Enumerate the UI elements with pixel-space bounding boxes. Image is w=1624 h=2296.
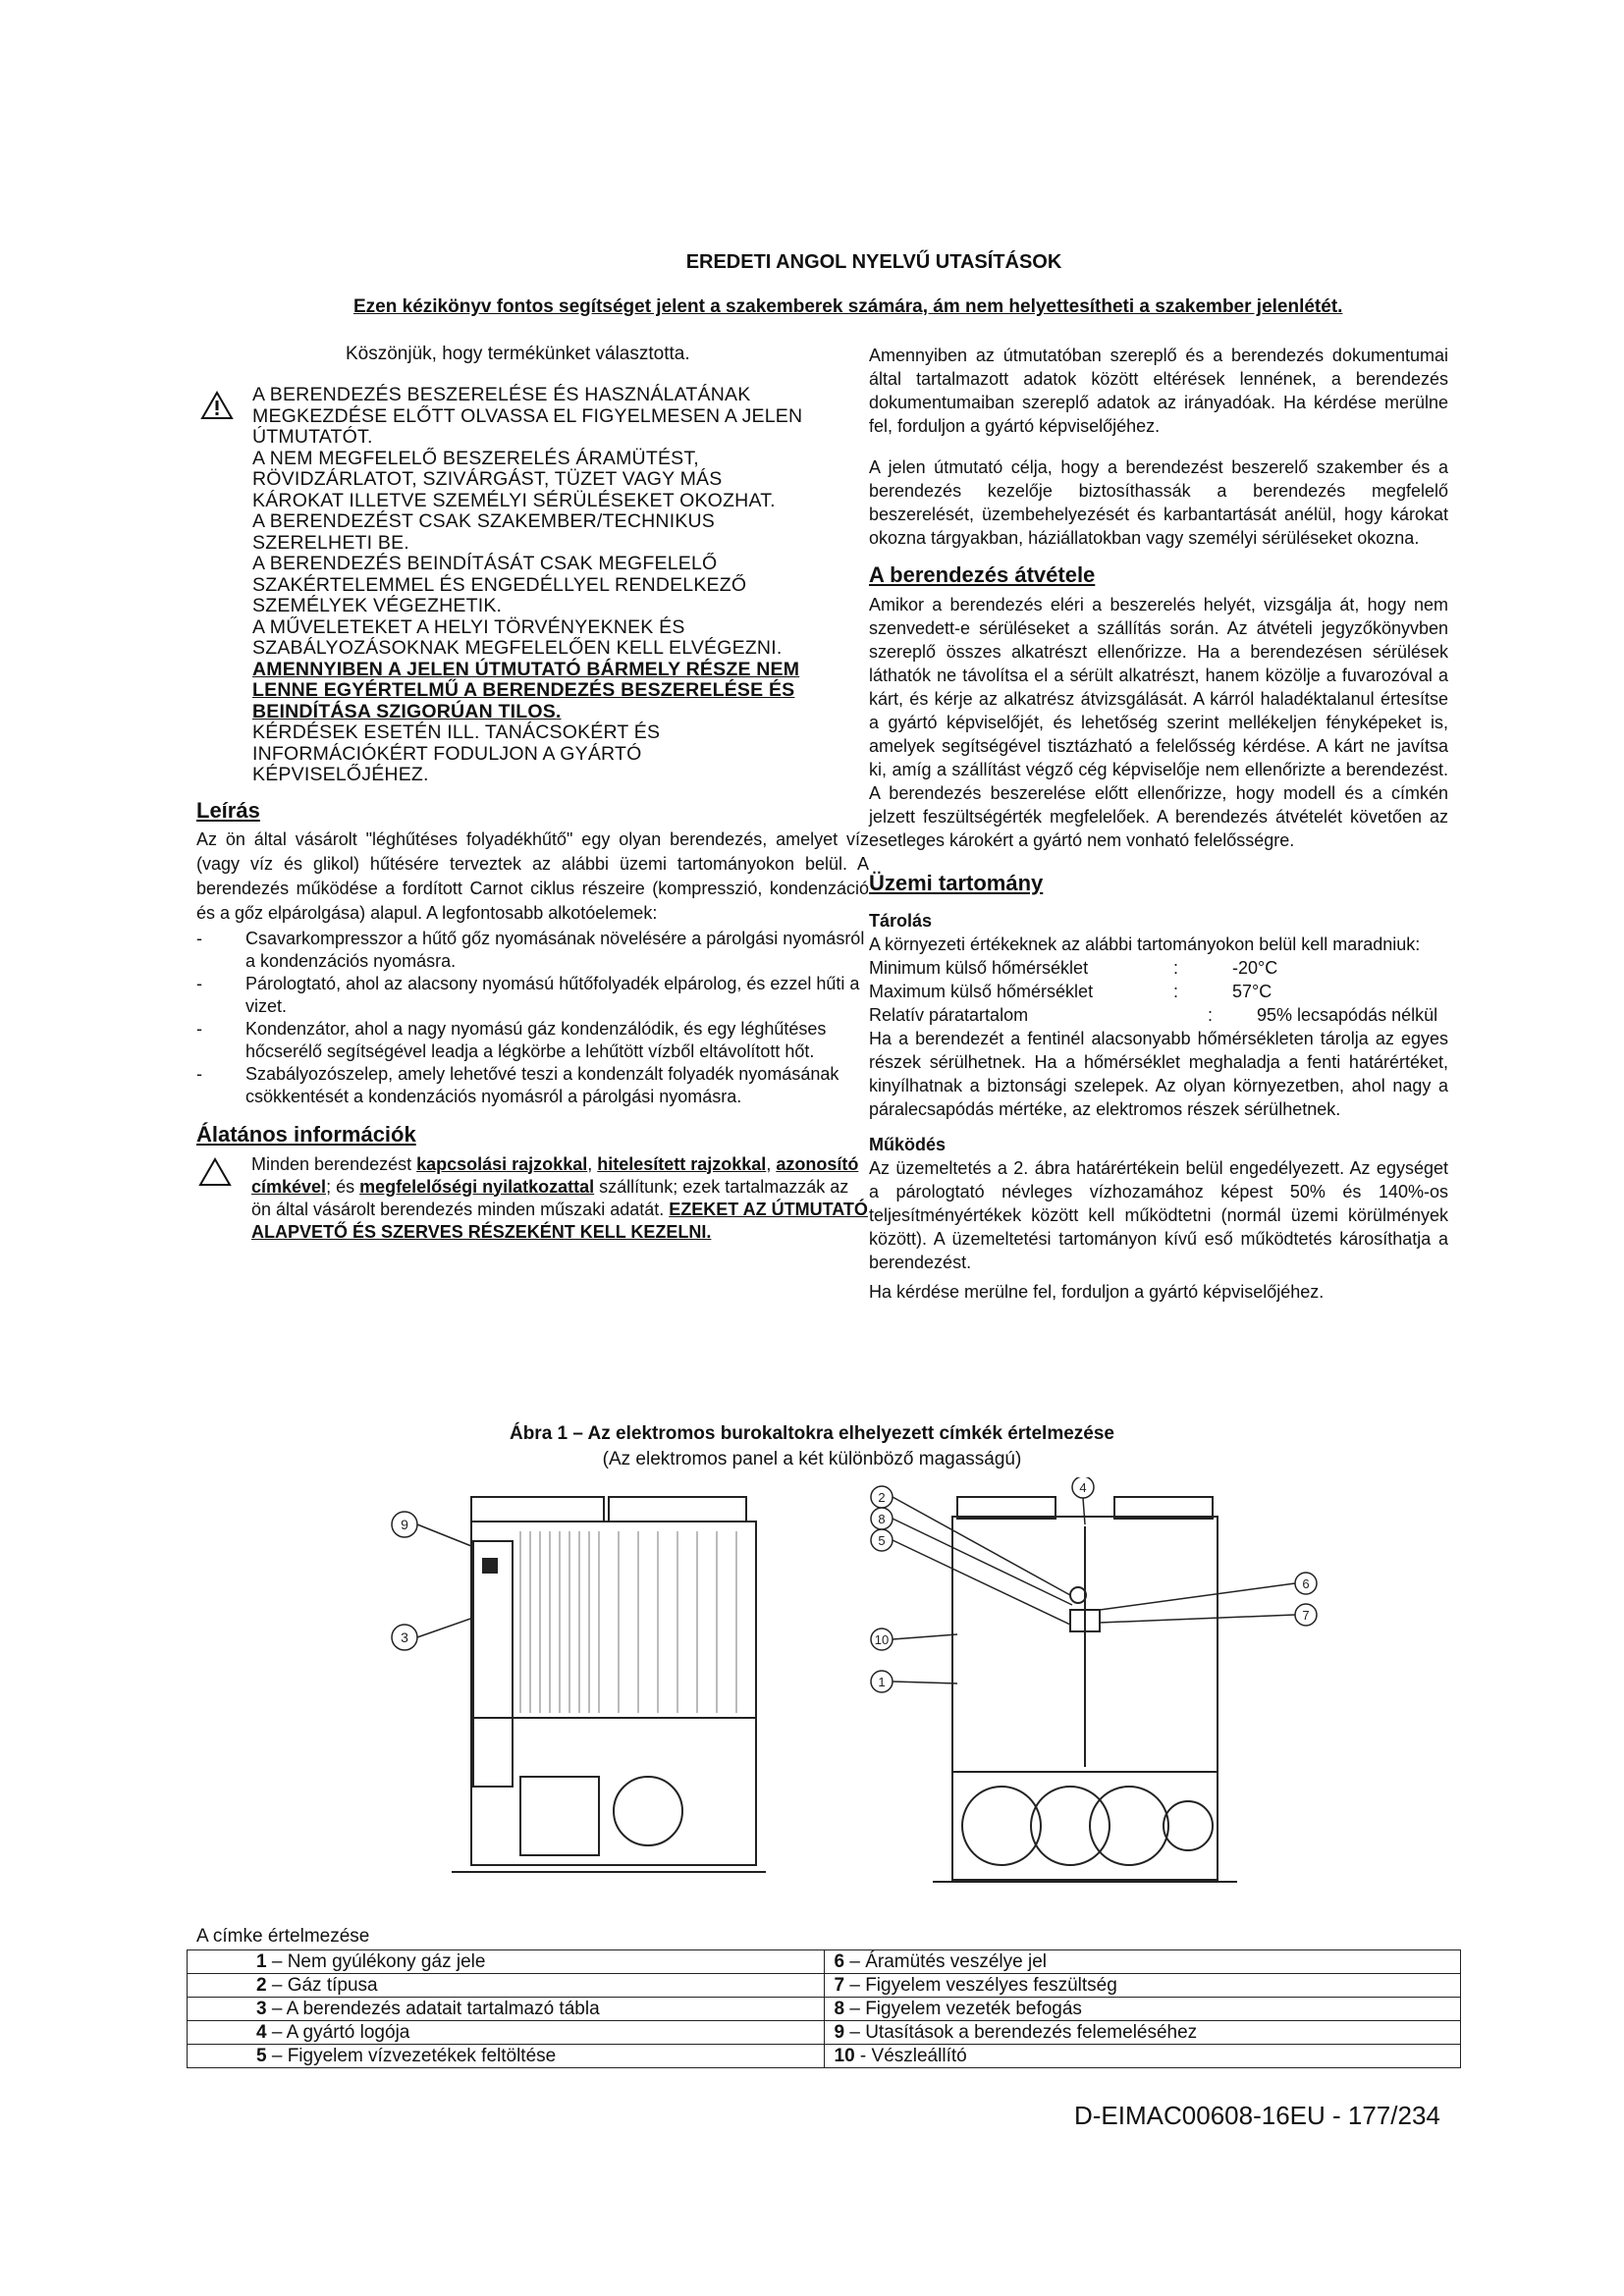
legend-cell bbox=[188, 2045, 825, 2068]
legend-cell bbox=[824, 2045, 1461, 2068]
warning-bold-text bbox=[252, 660, 869, 723]
callout-9: 9 bbox=[401, 1517, 408, 1532]
right-column bbox=[869, 344, 1448, 1304]
leiras-heading: Leírás bbox=[196, 797, 260, 823]
list-item: - Csavarkompresszor a hűtő gőz nyomásának növelésére a párolgási nyomásról a kondenzációs nyomásra. bbox=[196, 928, 869, 973]
warning-line: A BERENDEZÉST CSAK SZAKEMBER/TECHNIKUS bbox=[252, 510, 716, 532]
legend-cell bbox=[824, 1950, 1461, 1974]
legend-cell bbox=[824, 1998, 1461, 2021]
legend-text: – A gyártó logója bbox=[266, 2022, 410, 2043]
warning-bold-line: BEINDÍTÁSA SZIGORÚAN TILOS. bbox=[252, 700, 562, 722]
legend-text: – Utasítások a berendezés felemeléséhez bbox=[844, 2022, 1198, 2043]
general-info-heading: Álatános információk bbox=[196, 1121, 416, 1147]
legend-number: 7 bbox=[834, 1975, 845, 1996]
storage-row bbox=[869, 1003, 1448, 1027]
warning-bold-line: LENNE EGYÉRTELMŰ A BERENDEZÉS BESZERELÉSE ÉS bbox=[252, 679, 795, 701]
table-row bbox=[188, 1974, 1461, 1998]
certified-drawings-text: hitelesített rajzokkal bbox=[597, 1153, 767, 1174]
warning-line: SZAKÉRTELEMMEL ÉS ENGEDÉLLYEL RENDELKEZŐ bbox=[252, 573, 747, 596]
legend-table bbox=[187, 1949, 1461, 2068]
storage-sep: : bbox=[1208, 1005, 1214, 1025]
callout-8: 8 bbox=[878, 1512, 886, 1526]
legend-text: – Nem gyúlékony gáz jele bbox=[266, 1951, 486, 1972]
list-item: - Párologtató, ahol az alacsony nyomású hűtőfolyadék elpárolog, és ezzel hűti a vizet. bbox=[196, 973, 869, 1018]
component-list bbox=[196, 928, 869, 1108]
callout-4: 4 bbox=[1079, 1480, 1087, 1495]
callout-2: 2 bbox=[878, 1490, 886, 1505]
legend-text: – A berendezés adatait tartalmazó tábla bbox=[266, 1999, 600, 2019]
warning-line: ÚTMUTATÓT. bbox=[252, 426, 373, 448]
leiras-text: Az ön által vásárolt "léghűtéses folyadékhűtő" egy olyan berendezés, amelyet víz (vagy víz és glikol) hűtésére terveztek az alábbi üzemi tartományokon belül. A berendezés működése a fordított Carnot ciklus részeire (kompresszió, kondenzáció és a gőz elpárolgása) alapul. A legfontosabb alkotóelemek: bbox=[196, 828, 869, 923]
legend-number: 3 bbox=[256, 1999, 267, 2019]
legend-number: 2 bbox=[256, 1975, 267, 1996]
figure-subcaption: (Az elektromos panel a két különböző magasságú) bbox=[602, 1449, 1022, 1469]
operation-contact: Ha kérdése merülne fel, forduljon a gyártó képviselőjéhez. bbox=[869, 1282, 1325, 1302]
storage-row bbox=[869, 980, 1448, 1003]
document-id-footer: D-EIMAC00608-16EU - 177/234 bbox=[1074, 2101, 1440, 2130]
storage-value: -20°C bbox=[1232, 958, 1278, 978]
warning-bold-line: AMENNYIBEN A JELEN ÚTMUTATÓ BÁRMELY RÉSZE NEM bbox=[252, 658, 800, 680]
legend-cell bbox=[824, 2021, 1461, 2045]
storage-label: Minimum külső hőmérséklet bbox=[869, 958, 1089, 978]
storage-label: Relatív páratartalom bbox=[869, 1005, 1029, 1025]
declaration-text: megfelelőségi nyilatkozattal bbox=[359, 1176, 595, 1197]
unit-front-view-drawing bbox=[864, 1477, 1326, 1909]
callout-10: 10 bbox=[874, 1632, 890, 1647]
legend-cell bbox=[188, 1974, 825, 1998]
caution-icon bbox=[198, 1157, 232, 1187]
general-info-block bbox=[196, 1153, 869, 1244]
warning-line: SZABÁLYOZÁSOKNAK MEGFELELŐEN KELL ELVÉGEZNI. bbox=[252, 637, 783, 659]
left-column bbox=[196, 344, 869, 1244]
warning-line: SZERELHETI BE. bbox=[252, 531, 409, 554]
storage-heading: Tárolás bbox=[869, 911, 933, 931]
legend-cell bbox=[188, 1950, 825, 1974]
docs-precedence-text: Amennyiben az útmutatóban szereplő és a berendezés dokumentumai által tartalmazott adatok között eltérések lennének, a berendezés dokumentumaiban szereplő adatok az irányadóak. Ha kérdése merülne fel, forduljon a gyártó képviselőjéhez. bbox=[869, 346, 1448, 436]
separator-text: , bbox=[587, 1153, 598, 1174]
receipt-text: Amikor a berendezés eléri a beszerelés helyét, vizsgálja át, hogy nem szenvedett-e sérüléseket a szállítás során. Az átvételi jegyzőkönyvben szereplő összes alkatrészt ellenőrizze. Ha a berendezésen sérülések láthatók ne távolítsa el a sérült alkatrészt, hanem közölje a fuvarozóval a kárt, és kérje az alkatrész átvizsgálását. A kárról haladéktalanul értesítse a gyártó képviselőjét, és lehetőség szerint mellékeljen fényképeket is, amelyek segítségével tisztázható a felelősség kérdése. A kárt ne javítsa ki, amíg a szállítást végző cég képviselője nem ellenőrizte a berendezést. A berendezés beszerelése előtt ellenőrizze, hogy modell és a címkén jelzett feszültségérték megfelelőek. A berendezés átvételét követően az esetleges károkért a gyártó nem vonható felelősségre. bbox=[869, 595, 1448, 850]
warning-tail-line: KÉPVISELŐJÉHEZ. bbox=[252, 764, 429, 785]
list-item: - Szabályozószelep, amely lehetővé teszi a kondenzált folyadék nyomásának csökkentését a kondenzációs nyomásról a párolgási nyomásra. bbox=[196, 1063, 869, 1108]
legend-number: 6 bbox=[834, 1951, 845, 1972]
operation-heading: Működés bbox=[869, 1135, 947, 1154]
list-item: - Kondenzátor, ahol a nagy nyomású gáz kondenzálódik, és egy léghűtéses hőcserélő segítségével leadja a légkörbe a lehűtött vízből eltávolított hőt. bbox=[196, 1018, 869, 1063]
unit-side-view-drawing bbox=[383, 1492, 776, 1904]
storage-value: 57°C bbox=[1232, 982, 1272, 1001]
callout-3: 3 bbox=[401, 1629, 408, 1645]
legend-cell bbox=[188, 2021, 825, 2045]
legend-cell bbox=[188, 1998, 825, 2021]
warning-text bbox=[252, 385, 869, 660]
warning-icon bbox=[200, 391, 234, 420]
storage-value: 95% lecsapódás nélkül bbox=[1257, 1005, 1438, 1025]
operating-range-heading: Üzemi tartomány bbox=[869, 871, 1044, 895]
storage-row bbox=[869, 956, 1448, 980]
legend-text: - Vészleállító bbox=[854, 2046, 967, 2066]
warning-tail-line: INFORMÁCIÓKÉRT FODULJON A GYÁRTÓ bbox=[252, 742, 642, 765]
legend-text: – Áramütés veszélye jel bbox=[844, 1951, 1047, 1972]
table-row bbox=[188, 2021, 1461, 2045]
warning-tail-text bbox=[252, 722, 869, 786]
legend-cell bbox=[824, 1974, 1461, 1998]
purpose-text: A jelen útmutató célja, hogy a berendezést beszerelő szakember és a berendezés kezelője biztosíthassák a berendezés megfelelő beszerelését, üzembehelyezését és karbantartását anélül, hogy károkat okozna tárgyakban, háziállatokban vagy személyi sérüléseket okozna. bbox=[869, 457, 1448, 548]
storage-sep: : bbox=[1173, 982, 1179, 1001]
warning-block bbox=[196, 385, 869, 786]
warning-line: A MŰVELETEKET A HELYI TÖRVÉNYEKNEK ÉS bbox=[252, 615, 685, 638]
warning-line: A NEM MEGFELELŐ BESZERELÉS ÁRAMÜTÉST, bbox=[252, 447, 699, 469]
legend-number: 5 bbox=[256, 2046, 267, 2066]
storage-limits bbox=[869, 956, 1448, 1027]
page-subtitle: Ezen kézikönyv fontos segítséget jelent a szakemberek számára, ám nem helyettesítheti a szakember jelenlétét. bbox=[353, 296, 1343, 317]
thanks-text: Köszönjük, hogy termékünket választotta. bbox=[346, 344, 690, 364]
legend-number: 4 bbox=[256, 2022, 267, 2043]
table-row bbox=[188, 1998, 1461, 2021]
warning-line: SZEMÉLYEK VÉGEZHETIK. bbox=[252, 595, 503, 616]
warning-line: RÖVIDZÁRLATOT, SZIVÁRGÁST, TÜZET VAGY MÁS bbox=[252, 468, 723, 490]
nameplate-text: azonosító címkével bbox=[251, 1153, 859, 1197]
storage-label: Maximum külső hőmérséklet bbox=[869, 982, 1094, 1001]
callout-1: 1 bbox=[878, 1675, 886, 1689]
callout-5: 5 bbox=[878, 1533, 886, 1548]
page-title: EREDETI ANGOL NYELVŰ UTASÍTÁSOK bbox=[685, 251, 1062, 273]
general-emphasis-text: EZEKET AZ ÚTMUTATÓ ALAPVETŐ ÉS SZERVES RÉSZEKÉNT KELL KEZELNI. bbox=[251, 1199, 868, 1242]
separator-text: , bbox=[766, 1153, 777, 1174]
storage-text: Ha a berendezét a fentinél alacsonyabb hőmérsékleten tárolja az egyes részek sérülhetnek. Ha a hőmérséklet meghaladja a fenti határértéket, kinyílhatnak a biztonsági szelepek. Az olyan környezetben, ahol nagy a páralecsapódás mértéke, az elektromos részek sérülhetnek. bbox=[869, 1029, 1448, 1119]
general-text: szállítunk; ezek tartalmazzák az ön által vásárolt berendezés minden műszaki adatát. bbox=[251, 1176, 849, 1219]
legend-number: 1 bbox=[256, 1951, 267, 1972]
callout-6: 6 bbox=[1302, 1576, 1310, 1591]
general-text: Minden berendezést bbox=[251, 1153, 417, 1174]
separator-text: ; és bbox=[326, 1176, 360, 1197]
table-row bbox=[188, 2045, 1461, 2068]
storage-intro: A környezeti értékeknek az alábbi tartományokon belül kell maradniuk: bbox=[869, 934, 1421, 954]
callout-7: 7 bbox=[1302, 1608, 1310, 1623]
legend-number: 9 bbox=[834, 2022, 845, 2043]
legend-title: A címke értelmezése bbox=[196, 1926, 370, 1947]
legend-text: – Figyelem vezeték befogás bbox=[844, 1999, 1082, 2019]
legend-text: – Gáz típusa bbox=[266, 1975, 378, 1996]
receipt-heading: A berendezés átvétele bbox=[869, 562, 1096, 587]
warning-line: A BERENDEZÉS BEINDÍTÁSÁT CSAK MEGFELELŐ bbox=[252, 553, 718, 574]
storage-sep: : bbox=[1173, 958, 1179, 978]
warning-line: MEGKEZDÉSE ELŐTT OLVASSA EL FIGYELMESEN A JELEN bbox=[252, 404, 803, 427]
legend-number: 10 bbox=[834, 2046, 855, 2066]
table-row bbox=[188, 1950, 1461, 1974]
wiring-diagrams-text: kapcsolási rajzokkal bbox=[416, 1153, 588, 1174]
legend-text: – Figyelem veszélyes feszültség bbox=[844, 1975, 1117, 1996]
warning-line: A BERENDEZÉS BESZERELÉSE ÉS HASZNÁLATÁNAK bbox=[252, 384, 751, 405]
legend-number: 8 bbox=[834, 1999, 845, 2019]
operation-text: Az üzemeltetés a 2. ábra határértékein belül engedélyezett. Az egységet a párologtató névleges vízhozamához képest 50% és 140%-os teljesítményértékek között kell működtetni (normál üzemi körülmények között). A üzemeltetési tartományon kívű eső működtetés károsíthatja a berendezést. bbox=[869, 1158, 1448, 1272]
legend-text: – Figyelem vízvezetékek feltöltése bbox=[266, 2046, 557, 2066]
warning-line: KÁROKAT ILLETVE SZEMÉLYI SÉRÜLÉSEKET OKOZHAT. bbox=[252, 489, 776, 511]
warning-tail-line: KÉRDÉSEK ESETÉN ILL. TANÁCSOKÉRT ÉS bbox=[252, 721, 661, 743]
figure-caption: Ábra 1 – Az elektromos burokaltokra elhelyezett címkék értelmezése bbox=[509, 1423, 1114, 1444]
